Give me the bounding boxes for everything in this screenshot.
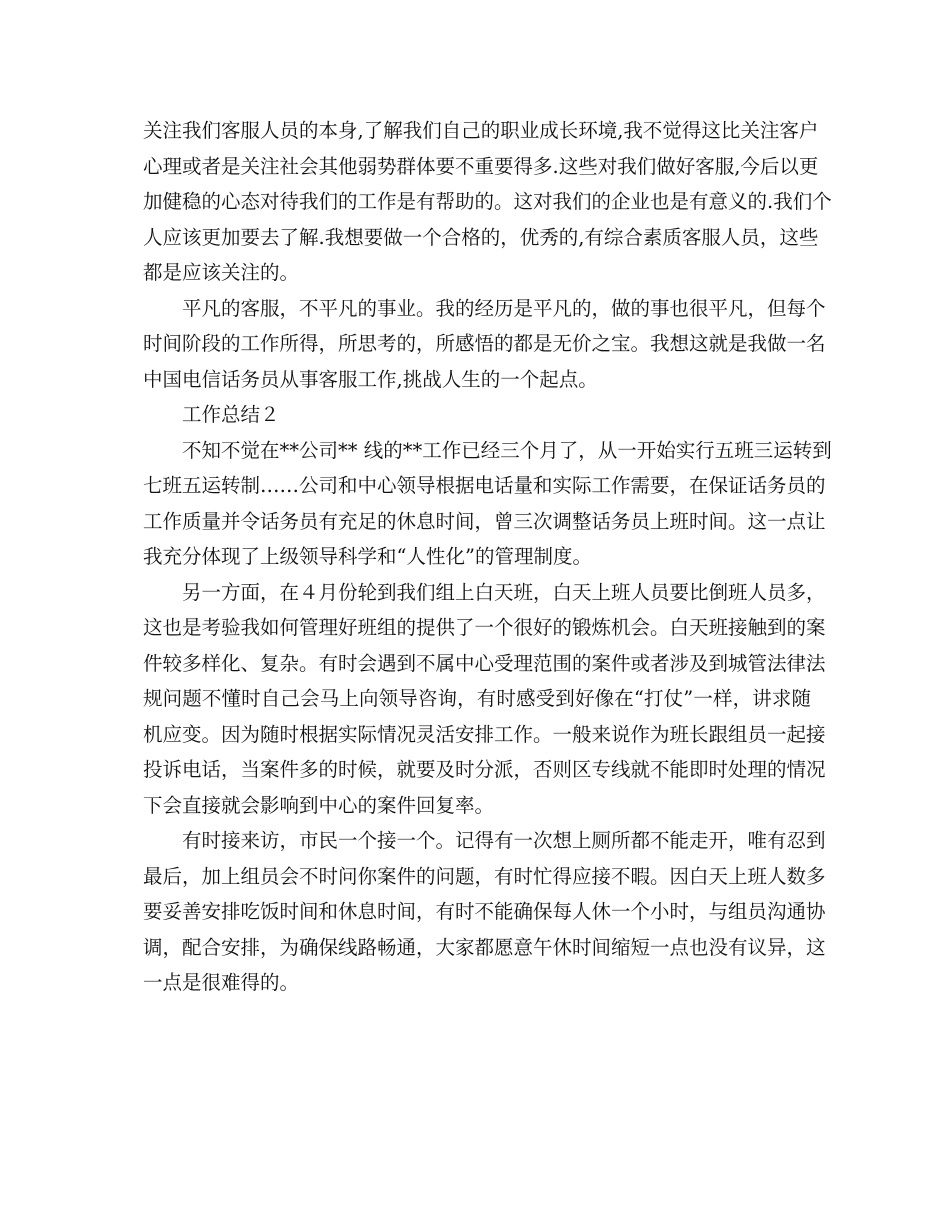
text-line: 关注我们客服人员的本身,了解我们自己的职业成长环境,我不觉得这比关注客户	[143, 119, 819, 142]
paragraph-1	[143, 113, 832, 291]
text-line: 我充分体现了上级领导科学和“人性化”的管理制度。	[143, 545, 592, 568]
text-line: 有时接来访，市民一个接一个。记得有一次想上厕所都不能走开，唯有忍到	[182, 829, 826, 852]
text-line: 工作质量并令话务员有充足的休息时间，曾三次调整话务员上班时间。这一点让	[143, 509, 826, 533]
text-line: 一点是很难得的。	[143, 971, 300, 994]
text-line: 这也是考验我如何管理好班组的提供了一个很好的锻炼机会。白天班接触到的案	[143, 616, 826, 639]
paragraph-5	[143, 575, 826, 824]
text-line: 加健稳的心态对待我们的工作是有帮助的。这对我们的企业也是有意义的.我们个	[143, 190, 832, 213]
text-line: 都是应该关注的。	[143, 261, 300, 284]
text-line: 机应变。因为随时根据实际情况灵活安排工作。一般来说作为班长跟组员一起接	[143, 722, 826, 746]
paragraph-6	[143, 823, 826, 1001]
paragraph-2	[143, 291, 826, 398]
text-line: 规问题不懂时自己会马上向领导咨询，有时感受到好像在“打仗”一样，讲求随	[143, 687, 811, 710]
text-line: 时间阶段的工作所得，所思考的，所感悟的都是无价之宝。我想这就是我做一名	[143, 332, 826, 355]
section-heading	[143, 397, 811, 433]
text-line: 投诉电话，当案件多的时候，就要及时分派，否则区专线就不能即时处理的情况	[143, 758, 826, 781]
text-line: 另一方面，在４月份轮到我们组上白天班，白天上班人员要比倒班人员多，	[182, 580, 826, 604]
text-line: 七班五运转制……公司和中心领导根据电话量和实际工作需要，在保证话务员的	[143, 474, 826, 497]
text-line: 要妥善安排吃饭时间和休息时间，有时不能确保每人休一个小时，与组员沟通协	[143, 900, 826, 923]
text-line: 不知不觉在**公司** 线的**工作已经三个月了，从一开始实行五班三运转到	[182, 438, 832, 462]
text-line: 中国电信话务员从事客服工作,挑战人生的一个起点。	[143, 367, 598, 391]
text-line: 心理或者是关注社会其他弱势群体要不重要得多.这些对我们做好客服,今后以更	[143, 154, 819, 178]
text-line: 平凡的客服，不平凡的事业。我的经历是平凡的，做的事也很平凡，但每个	[182, 296, 826, 320]
heading-text: 工作总结２	[182, 403, 280, 426]
text-line: 人应该更加要去了解.我想要做一个合格的，优秀的,有综合素质客服人员，这些	[143, 225, 819, 249]
paragraph-4	[143, 433, 832, 575]
text-line: 下会直接就会影响到中心的案件回复率。	[143, 793, 495, 817]
text-line: 最后，加上组员会不时问你案件的问题，有时忙得应接不暇。因白天上班人数多	[143, 864, 826, 888]
text-line: 件较多样化、复杂。有时会遇到不属中心受理范围的案件或者涉及到城管法律法	[143, 651, 826, 675]
text-line: 调，配合安排，为确保线路畅通，大家都愿意午休时间缩短一点也没有议异，这	[143, 935, 826, 959]
document-body	[143, 113, 832, 1001]
